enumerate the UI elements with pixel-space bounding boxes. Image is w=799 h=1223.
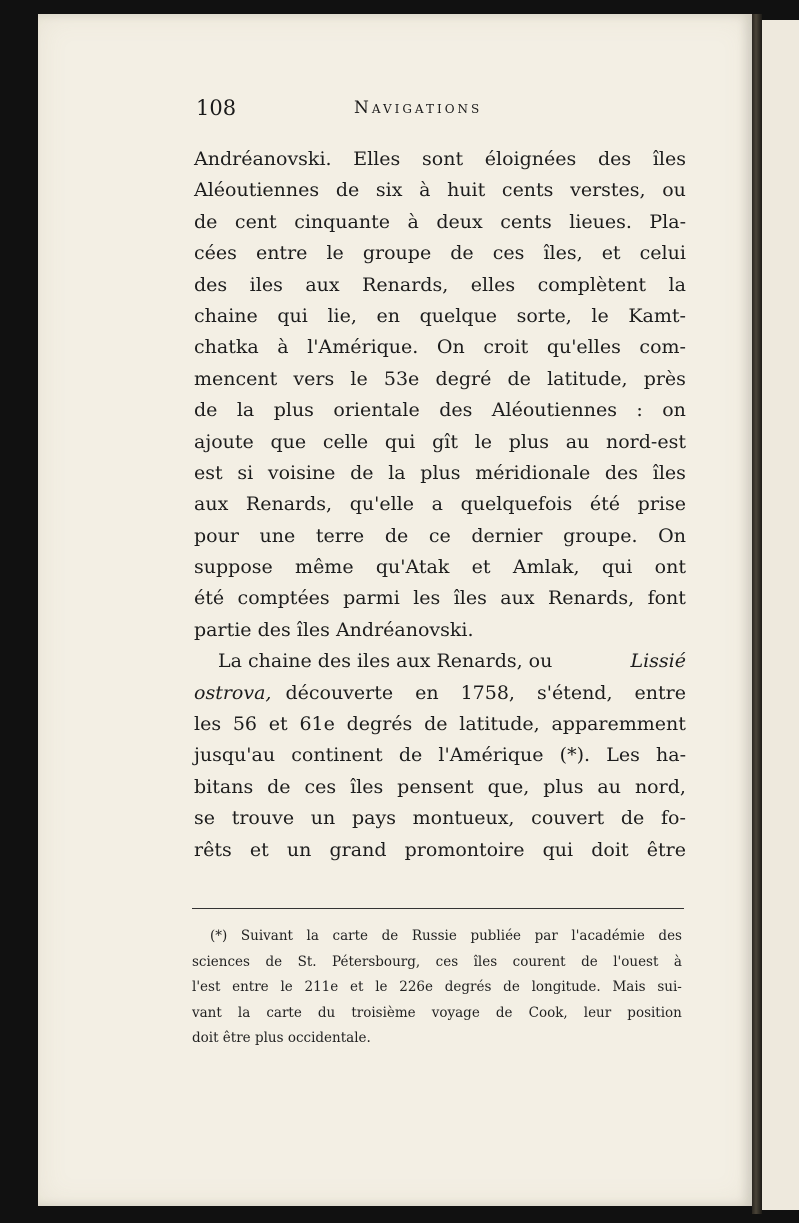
running-title: Navigations [354, 98, 483, 118]
text-line: l'est entre le 211e et le 226e degrés de longitude. Mais sui- [192, 979, 682, 996]
text-line: vant la carte du troisième voyage de Cook, leur position [192, 1004, 682, 1021]
text-line: sciences de St. Pétersbourg, ces îles courent de l'ouest à [192, 953, 682, 970]
text-line: de cent cinquante à deux cents lieues. Pla- [194, 210, 686, 233]
text-line: suppose même qu'Atak et Amlak, qui ont [194, 556, 686, 579]
text-line: rêts et un grand promontoire qui doit être [194, 838, 686, 861]
text-line: chaine qui lie, en quelque sorte, le Kamt- [194, 304, 686, 327]
text-line [194, 646, 686, 677]
text-segment: découverte en 1758, s'étend, entre [285, 681, 686, 704]
text-line: bitans de ces îles pensent que, plus au nord, [194, 775, 686, 798]
text-line: se trouve un pays montueux, couvert de fo- [194, 807, 686, 830]
text-segment: La chaine des iles aux Renards, ou [218, 650, 553, 673]
paragraph-1 [194, 144, 686, 646]
text-line: partie des îles Andréanovski. [194, 618, 474, 641]
text-line: doit être plus occidentale. [192, 1030, 371, 1047]
text-line: pour une terre de ce dernier groupe. On [194, 524, 686, 547]
paragraph-2 [194, 709, 686, 866]
book-gutter [752, 14, 762, 1214]
text-line: les 56 et 61e degrés de latitude, apparemment [194, 713, 686, 736]
text-line: mencent vers le 53e degré de latitude, près [194, 367, 686, 390]
footnote-rule [192, 908, 684, 909]
text-line: Aléoutiennes de six à huit cents verstes, ou [194, 179, 686, 202]
facing-page-edge [762, 20, 799, 1210]
footnote [192, 924, 682, 1052]
text-line: Andréanovski. Elles sont éloignées des îles [194, 148, 686, 170]
text-line: des iles aux Renards, elles complètent la [194, 273, 686, 296]
text-line: cées entre le groupe de ces îles, et celui [194, 242, 686, 265]
page-number: 108 [196, 96, 237, 120]
text-line [194, 678, 686, 709]
text-line: est si voisine de la plus méridionale des îles [194, 461, 686, 484]
text-line: jusqu'au continent de l'Amérique (*). Les ha- [194, 744, 686, 767]
text-line: ajoute que celle qui gît le plus au nord-est [194, 430, 686, 453]
italic-term: Lissié [630, 650, 686, 673]
page-header [196, 96, 686, 128]
italic-term: ostrova, [194, 681, 272, 704]
body-text [194, 144, 686, 866]
text-line: (*) Suivant la carte de Russie publiée par l'académie des [210, 928, 682, 944]
text-line: aux Renards, qu'elle a quelquefois été prise [194, 493, 686, 516]
text-line: été comptées parmi les îles aux Renards, font [194, 587, 686, 610]
text-line: de la plus orientale des Aléoutiennes : on [194, 399, 686, 422]
text-line: chatka à l'Amérique. On croit qu'elles com- [194, 336, 686, 359]
